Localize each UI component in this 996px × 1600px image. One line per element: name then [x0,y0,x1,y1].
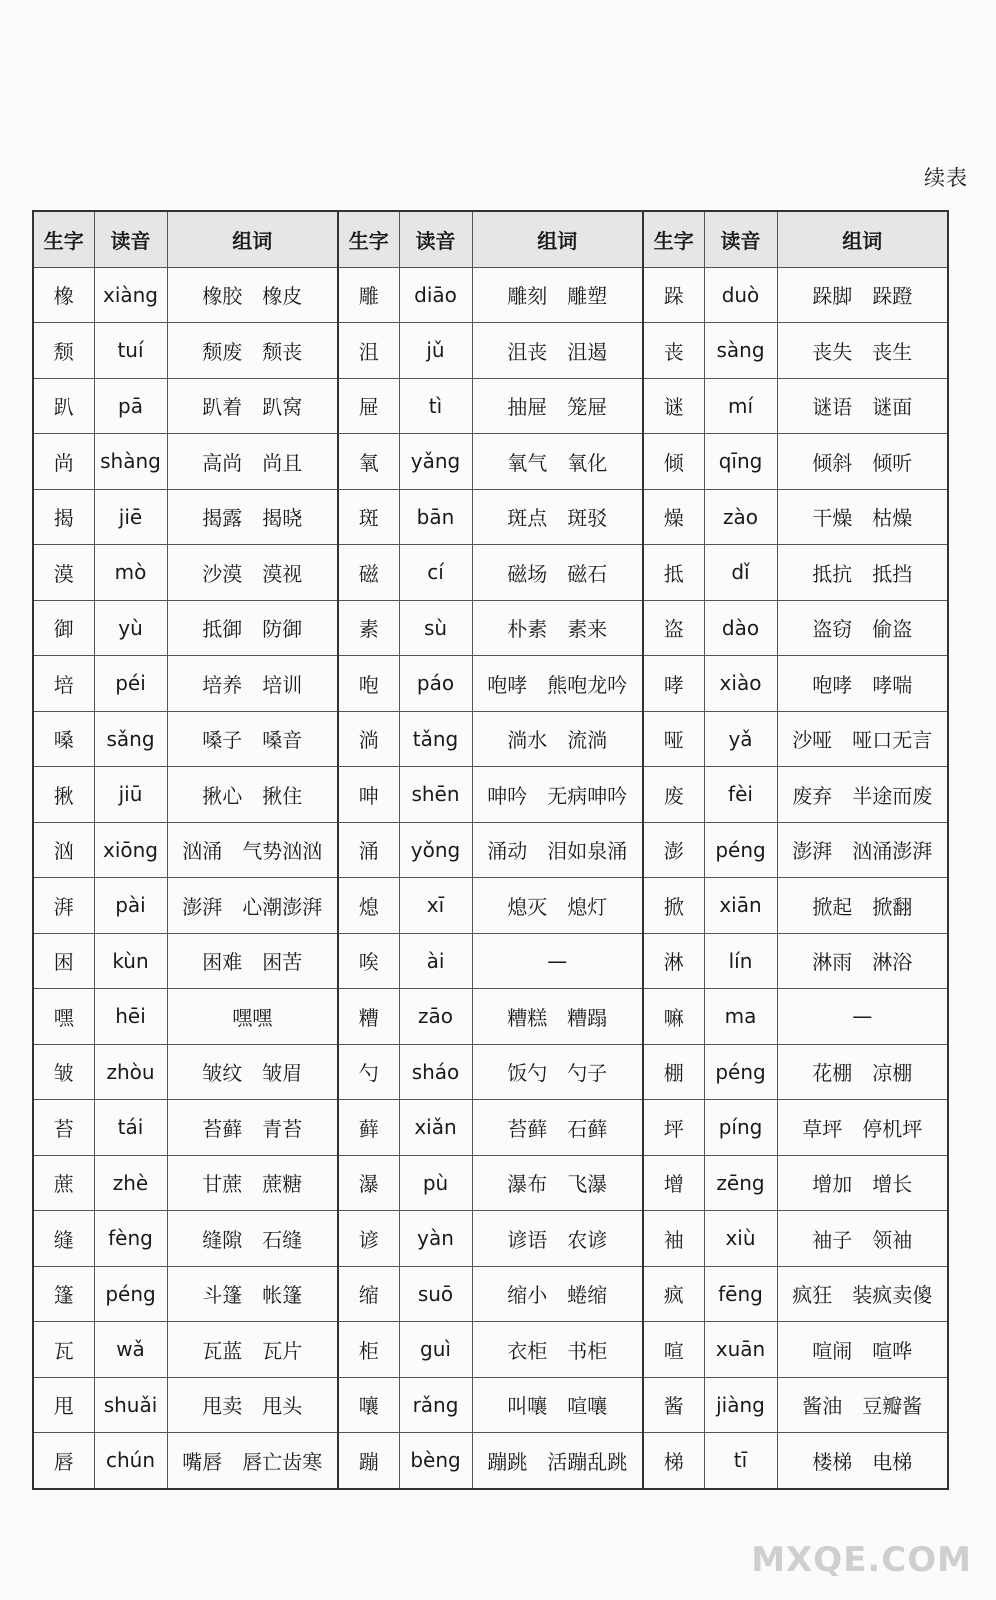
table-row [339,1322,642,1378]
pinyin-cell: pā [94,378,167,434]
pinyin-cell: mò [94,545,167,601]
char-cell: 唇 [34,1433,94,1488]
pinyin-cell: rǎng [399,1377,472,1433]
char-cell: 掀 [644,878,704,934]
pinyin-cell: tái [94,1100,167,1156]
pinyin-cell: fēng [704,1266,777,1322]
table-row [34,1155,337,1211]
phrases-cell: 沮丧 沮遏 [472,323,642,379]
char-cell: 揭 [34,489,94,545]
table-row [34,989,337,1045]
char-cell: 瓦 [34,1322,94,1378]
table-row [644,600,947,656]
char-cell: 培 [34,656,94,712]
pinyin-cell: páo [399,656,472,712]
char-cell: 淌 [339,711,399,767]
phrases-cell: 盗窃 偷盗 [777,600,947,656]
table-row [339,1266,642,1322]
char-cell: 趴 [34,378,94,434]
char-cell: 缩 [339,1266,399,1322]
pinyin-cell: ma [704,989,777,1045]
table-row [34,1322,337,1378]
table-row [644,767,947,823]
table-row [34,434,337,490]
char-cell: 湃 [34,878,94,934]
phrases-cell: 叫嚷 喧嚷 [472,1377,642,1433]
phrases-cell: 沙漠 漠视 [167,545,337,601]
char-cell: 谜 [644,378,704,434]
pinyin-cell: dǐ [704,545,777,601]
phrases-cell: 抵抗 抵挡 [777,545,947,601]
table-row [34,1100,337,1156]
phrases-cell: 颓废 颓丧 [167,323,337,379]
table-panel-1 [34,212,339,1488]
phrases-cell: 雕刻 雕塑 [472,267,642,323]
phrases-cell: 掀起 掀翻 [777,878,947,934]
char-cell: 澎 [644,822,704,878]
pinyin-cell: xuān [704,1322,777,1378]
phrases-cell: 蹦跳 活蹦乱跳 [472,1433,642,1488]
char-cell: 糟 [339,989,399,1045]
table-row [34,1377,337,1433]
char-cell: 盗 [644,600,704,656]
pinyin-cell: hēi [94,989,167,1045]
char-cell: 增 [644,1155,704,1211]
char-cell: 揪 [34,767,94,823]
table-row [339,933,642,989]
char-cell: 咆 [339,656,399,712]
char-cell: 甩 [34,1377,94,1433]
pinyin-cell: lín [704,933,777,989]
char-cell: 雕 [339,267,399,323]
table-row [34,1266,337,1322]
pinyin-cell: zhè [94,1155,167,1211]
phrases-cell: 糟糕 糟蹋 [472,989,642,1045]
table-row [34,656,337,712]
pinyin-cell: qīng [704,434,777,490]
pinyin-cell: péng [704,1044,777,1100]
char-cell: 哑 [644,711,704,767]
table-row [339,767,642,823]
watermark-logo: MXQE.COM [751,1540,972,1580]
pinyin-cell: yǎng [399,434,472,490]
table-row [644,545,947,601]
pinyin-cell: sàng [704,323,777,379]
table-row [339,1211,642,1267]
char-cell: 坪 [644,1100,704,1156]
char-cell: 袖 [644,1211,704,1267]
pinyin-cell: bèng [399,1433,472,1488]
char-cell: 磁 [339,545,399,601]
table-row [34,323,337,379]
pinyin-cell: fèi [704,767,777,823]
table-row [339,878,642,934]
phrases-cell: 高尚 尚且 [167,434,337,490]
pinyin-cell: tì [399,378,472,434]
phrases-cell: 喧闹 喧哗 [777,1322,947,1378]
phrases-cell: 草坪 停机坪 [777,1100,947,1156]
table-row [34,1433,337,1488]
table-row [339,489,642,545]
phrases-cell: 趴着 趴窝 [167,378,337,434]
pinyin-cell: péi [94,656,167,712]
phrases-cell: 倾斜 倾听 [777,434,947,490]
phrases-cell: 斑点 斑驳 [472,489,642,545]
table-row [644,878,947,934]
char-cell: 倾 [644,434,704,490]
pinyin-cell: guì [399,1322,472,1378]
pinyin-cell: péng [704,822,777,878]
pinyin-cell: ài [399,933,472,989]
phrases-cell: 沙哑 哑口无言 [777,711,947,767]
pinyin-cell: mí [704,378,777,434]
phrases-cell: 袖子 领袖 [777,1211,947,1267]
pinyin-cell: shàng [94,434,167,490]
table-row [644,1211,947,1267]
pinyin-cell: xiān [704,878,777,934]
phrases-cell: 谜语 谜面 [777,378,947,434]
char-cell: 燥 [644,489,704,545]
header-char: 生字 [644,212,704,267]
char-cell: 疯 [644,1266,704,1322]
table-row [339,323,642,379]
char-cell: 喧 [644,1322,704,1378]
char-cell: 梯 [644,1433,704,1488]
table-row [644,1433,947,1488]
char-cell: 哮 [644,656,704,712]
char-cell: 汹 [34,822,94,878]
char-cell: 嗓 [34,711,94,767]
header-char: 生字 [339,212,399,267]
phrases-cell: 培养 培训 [167,656,337,712]
pinyin-cell: tī [704,1433,777,1488]
table-row [644,267,947,323]
table-row [339,822,642,878]
table-row [339,434,642,490]
pinyin-cell: sháo [399,1044,472,1100]
phrases-cell: 跺脚 跺蹬 [777,267,947,323]
phrases-cell: 斗篷 帐篷 [167,1266,337,1322]
header-pinyin: 读音 [399,212,472,267]
phrases-cell: 皱纹 皱眉 [167,1044,337,1100]
pinyin-cell: tǎng [399,711,472,767]
table-row [644,1322,947,1378]
phrases-cell: 废弃 半途而废 [777,767,947,823]
char-cell: 瀑 [339,1155,399,1211]
pinyin-cell: zēng [704,1155,777,1211]
table-row [34,767,337,823]
phrases-cell: 楼梯 电梯 [777,1433,947,1488]
table-row [339,1044,642,1100]
table-row [34,378,337,434]
table-row [644,1377,947,1433]
phrases-cell: 饭勺 勺子 [472,1044,642,1100]
char-cell: 漠 [34,545,94,601]
table-row [644,989,947,1045]
phrases-cell: 增加 增长 [777,1155,947,1211]
header-pinyin: 读音 [704,212,777,267]
table-row [644,1044,947,1100]
phrases-cell: 瀑布 飞瀑 [472,1155,642,1211]
char-cell: 嚷 [339,1377,399,1433]
table-row [644,822,947,878]
header-char: 生字 [34,212,94,267]
phrases-cell: 困难 困苦 [167,933,337,989]
table-row [644,656,947,712]
phrases-cell: 咆哮 哮喘 [777,656,947,712]
phrases-cell: 汹涌 气势汹汹 [167,822,337,878]
char-cell: 屉 [339,378,399,434]
phrases-cell: 咆哮 熊咆龙吟 [472,656,642,712]
table-row [644,378,947,434]
char-cell: 苔 [34,1100,94,1156]
char-cell: 棚 [644,1044,704,1100]
table-row [34,1211,337,1267]
phrases-cell: 疯狂 装疯卖傻 [777,1266,947,1322]
phrases-cell: 磁场 磁石 [472,545,642,601]
char-cell: 抵 [644,545,704,601]
pinyin-cell: shuǎi [94,1377,167,1433]
table-row [644,933,947,989]
pinyin-cell: diāo [399,267,472,323]
pinyin-cell: bān [399,489,472,545]
pinyin-cell: jiē [94,489,167,545]
continued-caption: 续表 [924,166,968,190]
table-row [339,600,642,656]
pinyin-cell: tuí [94,323,167,379]
phrases-cell: 干燥 枯燥 [777,489,947,545]
table-row [339,378,642,434]
table-row [34,1044,337,1100]
table-row [339,545,642,601]
phrases-cell: 抵御 防御 [167,600,337,656]
vocabulary-table [32,210,949,1490]
pinyin-cell: jǔ [399,323,472,379]
phrases-cell: 丧失 丧生 [777,323,947,379]
phrases-cell: 澎湃 心潮澎湃 [167,878,337,934]
char-cell: 柜 [339,1322,399,1378]
pinyin-cell: yǒng [399,822,472,878]
phrases-cell: 熄灭 熄灯 [472,878,642,934]
pinyin-cell: shēn [399,767,472,823]
table-row [339,1100,642,1156]
pinyin-cell: sù [399,600,472,656]
char-cell: 橡 [34,267,94,323]
pinyin-cell: dào [704,600,777,656]
pinyin-cell: xī [399,878,472,934]
pinyin-cell: xiàng [94,267,167,323]
table-row [34,489,337,545]
pinyin-cell: xiǎn [399,1100,472,1156]
phrases-cell: 淌水 流淌 [472,711,642,767]
phrases-cell: 涌动 泪如泉涌 [472,822,642,878]
header-phrases: 组词 [472,212,642,267]
table-row [339,989,642,1045]
table-row [34,878,337,934]
char-cell: 嘛 [644,989,704,1045]
phrases-cell: 呻吟 无病呻吟 [472,767,642,823]
header-phrases: 组词 [777,212,947,267]
pinyin-cell: cí [399,545,472,601]
pinyin-cell: xiōng [94,822,167,878]
char-cell: 篷 [34,1266,94,1322]
phrases-cell: 橡胶 橡皮 [167,267,337,323]
char-cell: 呻 [339,767,399,823]
pinyin-cell: zào [704,489,777,545]
pinyin-cell: pài [94,878,167,934]
char-cell: 谚 [339,1211,399,1267]
table-row [34,711,337,767]
pinyin-cell: wǎ [94,1322,167,1378]
char-cell: 颓 [34,323,94,379]
phrases-cell: 揪心 揪住 [167,767,337,823]
phrases-cell: 澎湃 汹涌澎湃 [777,822,947,878]
table-row [34,545,337,601]
char-cell: 藓 [339,1100,399,1156]
table-row [339,711,642,767]
phrases-cell: 揭露 揭晓 [167,489,337,545]
table-row [644,323,947,379]
char-cell: 嘿 [34,989,94,1045]
phrases-cell: 朴素 素来 [472,600,642,656]
char-cell: 废 [644,767,704,823]
phrases-cell: 酱油 豆瓣酱 [777,1377,947,1433]
table-row [34,822,337,878]
pinyin-cell: fèng [94,1211,167,1267]
phrases-cell: — [777,989,947,1045]
char-cell: 勺 [339,1044,399,1100]
table-row [644,1155,947,1211]
pinyin-cell: suō [399,1266,472,1322]
phrases-cell: 抽屉 笼屉 [472,378,642,434]
pinyin-cell: chún [94,1433,167,1488]
phrases-cell: 淋雨 淋浴 [777,933,947,989]
table-row [339,1155,642,1211]
table-row [644,434,947,490]
table-row [644,1266,947,1322]
phrases-cell: 缩小 蜷缩 [472,1266,642,1322]
char-cell: 蔗 [34,1155,94,1211]
char-cell: 斑 [339,489,399,545]
pinyin-cell: xiào [704,656,777,712]
table-row [339,1433,642,1488]
char-cell: 涌 [339,822,399,878]
phrases-cell: 苔藓 青苔 [167,1100,337,1156]
phrases-cell: 氧气 氧化 [472,434,642,490]
char-cell: 熄 [339,878,399,934]
pinyin-cell: yǎ [704,711,777,767]
pinyin-cell: duò [704,267,777,323]
pinyin-cell: píng [704,1100,777,1156]
phrases-cell: 嘿嘿 [167,989,337,1045]
char-cell: 酱 [644,1377,704,1433]
pinyin-cell: zhòu [94,1044,167,1100]
phrases-cell: 甘蔗 蔗糖 [167,1155,337,1211]
char-cell: 氧 [339,434,399,490]
char-cell: 跺 [644,267,704,323]
table-panel-3 [644,212,947,1488]
phrases-cell: 苔藓 石藓 [472,1100,642,1156]
table-row [34,267,337,323]
char-cell: 困 [34,933,94,989]
table-row [34,600,337,656]
header-phrases: 组词 [167,212,337,267]
phrases-cell: 甩卖 甩头 [167,1377,337,1433]
char-cell: 尚 [34,434,94,490]
char-cell: 御 [34,600,94,656]
table-row [339,656,642,712]
pinyin-cell: zāo [399,989,472,1045]
table-row [339,267,642,323]
table-row [644,711,947,767]
char-cell: 淋 [644,933,704,989]
pinyin-cell: péng [94,1266,167,1322]
phrases-cell: 缝隙 石缝 [167,1211,337,1267]
pinyin-cell: kùn [94,933,167,989]
pinyin-cell: yàn [399,1211,472,1267]
pinyin-cell: yù [94,600,167,656]
table-row [339,1377,642,1433]
pinyin-cell: pù [399,1155,472,1211]
char-cell: 沮 [339,323,399,379]
pinyin-cell: jiū [94,767,167,823]
pinyin-cell: xiù [704,1211,777,1267]
table-row [34,933,337,989]
table-row [644,1100,947,1156]
phrases-cell: 瓦蓝 瓦片 [167,1322,337,1378]
table-panel-2 [339,212,644,1488]
phrases-cell: 嗓子 嗓音 [167,711,337,767]
phrases-cell: — [472,933,642,989]
char-cell: 蹦 [339,1433,399,1488]
pinyin-cell: jiàng [704,1377,777,1433]
phrases-cell: 衣柜 书柜 [472,1322,642,1378]
char-cell: 皱 [34,1044,94,1100]
char-cell: 素 [339,600,399,656]
phrases-cell: 花棚 凉棚 [777,1044,947,1100]
char-cell: 唉 [339,933,399,989]
table-row [644,489,947,545]
header-pinyin: 读音 [94,212,167,267]
char-cell: 缝 [34,1211,94,1267]
pinyin-cell: sǎng [94,711,167,767]
phrases-cell: 谚语 农谚 [472,1211,642,1267]
char-cell: 丧 [644,323,704,379]
phrases-cell: 嘴唇 唇亡齿寒 [167,1433,337,1488]
